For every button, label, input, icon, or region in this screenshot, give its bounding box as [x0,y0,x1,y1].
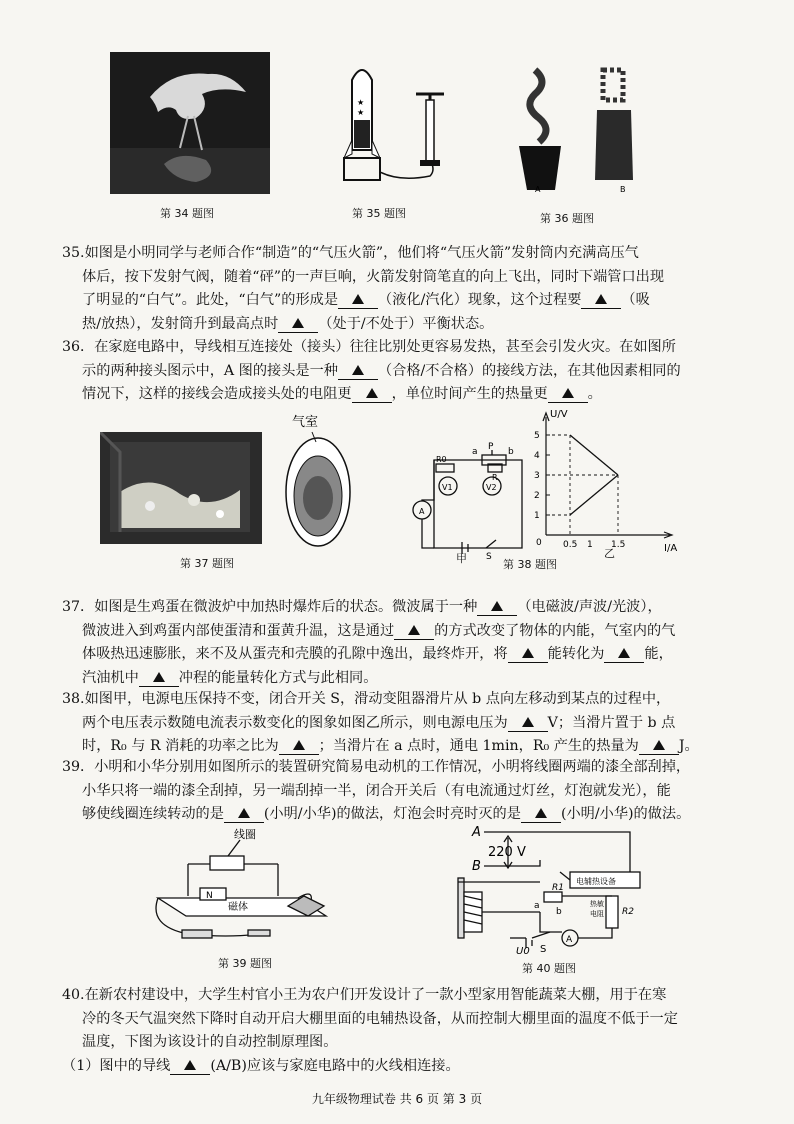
q40-text-4a: （1）图中的导线 [62,1057,171,1074]
q36-text-2b: （合格/不合格）的接线方法，在其他因素相同的 [377,362,681,379]
q37-blank-3[interactable] [508,648,548,663]
q38-blank-2[interactable] [279,740,319,755]
q37-line-3 [62,643,732,667]
q38-text-3b: ；当滑片在 a 点时，通电 1min，R₀ 产生的热量为 [318,738,639,754]
q39-text-3c: (小明/小华)的做法。 [560,806,691,822]
figure-35-caption: 第 35 题图 [352,207,406,220]
q36-line-1: 36．在家庭电路中，导线相互连接处（接头）往往比别处更容易发热，甚至会引发火灾。在如图所 [62,339,676,355]
q40-line-4 [62,1055,732,1079]
figure-38-V2-label: V2 [486,483,497,492]
figure-40-caption: 第 40 题图 [522,962,576,975]
q37-line-4 [62,667,732,691]
figure-38-caption: 第 38 题图 [503,558,557,571]
q39-text-3b: (小明/小华)的做法，灯泡会时亮时灭的是 [263,806,521,822]
q36-text-3b: ，单位时间产生的热量更 [391,386,548,402]
q37-blank-1[interactable] [477,601,517,616]
q40-line-3: 温度，下图为该设计的自动控制原理图。 [82,1034,338,1050]
figure-40-R2-label: R2 [622,907,634,917]
q37-text-4a: 汽油机中 [82,669,139,686]
q37-blank-2[interactable] [394,625,434,640]
figure-39-coil-label: 线圈 [234,828,256,841]
figure-40-control-circuit [440,820,655,955]
figure-39-N-label: N [206,891,213,901]
figure-38-ytick-4: 4 [534,451,540,461]
figure-38-b-label: b [508,447,514,457]
figure-36-wire-joints [505,60,645,195]
q38-text-3c: J。 [678,738,699,754]
figure-40-R1-label: R1 [552,883,564,893]
q37-text-1b: （电磁波/声波/光波）， [517,599,662,615]
question-35 [62,242,732,336]
question-36 [62,336,732,407]
figure-38-graph [530,405,695,555]
figure-38-line-v2 [570,475,618,515]
figure-39-caption: 第 39 题图 [218,957,272,970]
q35-line-3 [62,289,732,313]
q39-line-2: 小华只将一端的漆全刮掉，另一端刮掉一半，闭合开关后（有电流通过灯丝，灯泡就发光），能 [82,782,671,799]
q39-text-3a: 够使线圈连续转动的是 [82,806,224,822]
q37-blank-5[interactable] [139,672,179,687]
q36-blank-2[interactable] [352,388,392,403]
q36-line-3 [62,383,732,407]
q38-text-2b: V；当滑片置于 b 点 [547,714,676,731]
q36-blank-3[interactable] [548,388,588,403]
q37-blank-4[interactable] [604,648,644,663]
question-40 [62,984,732,1078]
q40-line-2: 冷的冬天气温突然下降时自动开启大棚里面的电辅热设备，从而控制大棚里面的温度不低于一定 [82,1010,678,1027]
q35-line-1: 35.如图是小明同学与老师合作“制造”的“气压火箭”，他们将“气压火箭”发射筒内充满高压气 [62,245,639,261]
q35-blank-3[interactable] [278,318,318,333]
figure-38-line-v1 [570,435,618,475]
figure-38-V1-label: V1 [442,483,453,492]
q38-line-2 [62,712,732,736]
q37-text-1a: 37．如图是生鸡蛋在微波炉中加热时爆炸后的状态。微波属于一种 [62,599,478,615]
figure-40-S-label: S [540,944,547,955]
figure-35-air-rocket [330,60,465,190]
figure-34-heron-photo [110,52,270,194]
q37-text-3c: 能， [644,646,673,662]
figure-40-U0-label: U0 [516,946,530,955]
q37-text-2b: 的方式改变了物体的内能，气室内的气 [434,622,676,639]
svg-text:★: ★ [357,108,365,117]
q39-line-1: 39．小明和小华分别用如图所示的装置研究简易电动机的工作情况，小明将线圈两端的漆全部刮掉， [62,759,691,775]
figure-38-xtick-0.5: 0.5 [563,540,578,550]
svg-text:★: ★ [357,98,365,107]
figure-40-thermistor-label-2: 电阻 [590,910,604,918]
q38-blank-3[interactable] [639,740,679,755]
q38-text-3a: 时，R₀ 与 R 消耗的功率之比为 [82,738,279,754]
q36-text-3c: 。 [587,386,602,402]
figure-36-label-a: A [535,185,541,194]
q37-text-2a: 微波进入到鸡蛋内部使蛋清和蛋黄升温，这是通过 [82,622,395,639]
figure-38-xaxis-label: I/A [664,543,678,554]
q40-line-1: 40.在新农村建设中，大学生村官小王为农户们开发设计了一款小型家用智能蔬菜大棚，用于在寒 [62,987,667,1003]
q38-text-2a: 两个电压表示数随电流表示数变化的图象如图乙所示，则电源电压为 [82,714,508,731]
q36-blank-1[interactable] [338,365,378,380]
figure-40-ammeter-label: A [566,935,573,945]
q35-line-4 [62,313,732,337]
q35-blank-1[interactable] [338,294,378,309]
figure-38-ytick-3: 3 [534,471,540,481]
q40-blank-1[interactable] [170,1060,210,1075]
figure-38-R-label: R [492,473,498,482]
figure-39-magnet-label: 磁体 [228,902,248,913]
figure-38-jia-label: 甲 [456,552,467,565]
q35-text-3a: 了明显的“白气”。此处，“白气”的形成是 [82,292,339,308]
figure-34-caption: 第 34 题图 [160,207,214,220]
figure-38-ytick-1: 1 [534,511,540,521]
figure-38-xtick-1.5: 1.5 [611,540,626,550]
figure-40-a-label: a [534,901,540,911]
figure-38-R0-label: R0 [436,455,447,464]
figure-38-yi-label: 乙 [604,547,615,560]
figure-37-caption: 第 37 题图 [180,557,234,570]
q37-text-3b: 能转化为 [547,646,605,662]
page-footer: 九年级物理试卷 共 6 页 第 3 页 [311,1092,483,1106]
q37-text-3: 体吸热迅速膨胀，来不及从蛋壳和壳膜的孔隙中逸出，最终炸开，将 [82,646,508,662]
figure-38-axes [543,413,672,538]
figure-40-voltage-label: 220 V [488,845,526,860]
figure-39-motor-setup [148,826,343,951]
q36-line-2 [62,360,732,384]
figure-36-label-b: B [620,185,626,194]
figure-40-thermistor-label-1: 热敏 [590,900,604,908]
q40-text-4b: (A/B)应该与家庭电路中的火线相连接。 [210,1057,460,1074]
figure-37-air-chamber-label: 气室 [292,415,319,430]
question-37 [62,596,732,690]
figure-38-origin-label: 0 [536,538,542,548]
figure-40-A-label: A [472,825,481,840]
q38-line-3 [62,735,732,759]
q35-text-4a: 热/放热），发射筒升到最高点时 [82,315,279,332]
figure-40-B-label: B [472,859,481,874]
figure-38-circuit [412,430,534,560]
figure-38-A-label: A [419,507,425,516]
q36-text-3a: 情况下，这样的接线会造成接头处的电阻更 [82,386,352,402]
figure-37-microwave-photo [100,432,262,544]
q35-blank-2[interactable] [581,294,621,309]
figure-38-ytick-5: 5 [534,431,540,441]
q36-text-2a: 示的两种接头图示中，A 图的接头是一种 [82,362,338,379]
figure-38-ytick-2: 2 [534,491,540,501]
q38-blank-1[interactable] [508,717,548,732]
figure-38-a-label: a [472,447,478,457]
figure-38-S-label: S [486,552,492,560]
q35-text-3c: （吸 [621,292,650,308]
q35-line-2: 体后，按下发射气阀，随着“砰”的一声巨响，火箭发射筒笔直的向上飞出，同时下端管口出现 [82,268,665,285]
q37-text-4b: 冲程的能量转化方式与此相同。 [178,669,378,686]
figure-40-b-label: b [556,907,562,917]
q35-text-3b: （液化/汽化）现象，这个过程要 [378,292,582,308]
q35-text-4b: （处于/不处于）平衡状态。 [318,315,494,332]
figure-40-heater-label: 电辅热设备 [576,877,616,886]
q37-line-1 [62,596,732,620]
question-38 [62,688,732,759]
question-39 [62,756,732,827]
figure-38-yaxis-label: U/V [550,409,568,420]
figure-38-P-label: P [488,442,494,452]
q38-line-1: 38.如图甲，电源电压保持不变，闭合开关 S，滑动变阻器滑片从 b 点向左移动到某点的过程中， [62,691,671,707]
q37-line-2 [62,620,732,644]
figure-37-egg-diagram [278,410,358,550]
figure-36-caption: 第 36 题图 [540,212,594,225]
figure-38-xtick-1: 1 [587,540,593,550]
q39-blank-1[interactable] [224,808,264,823]
